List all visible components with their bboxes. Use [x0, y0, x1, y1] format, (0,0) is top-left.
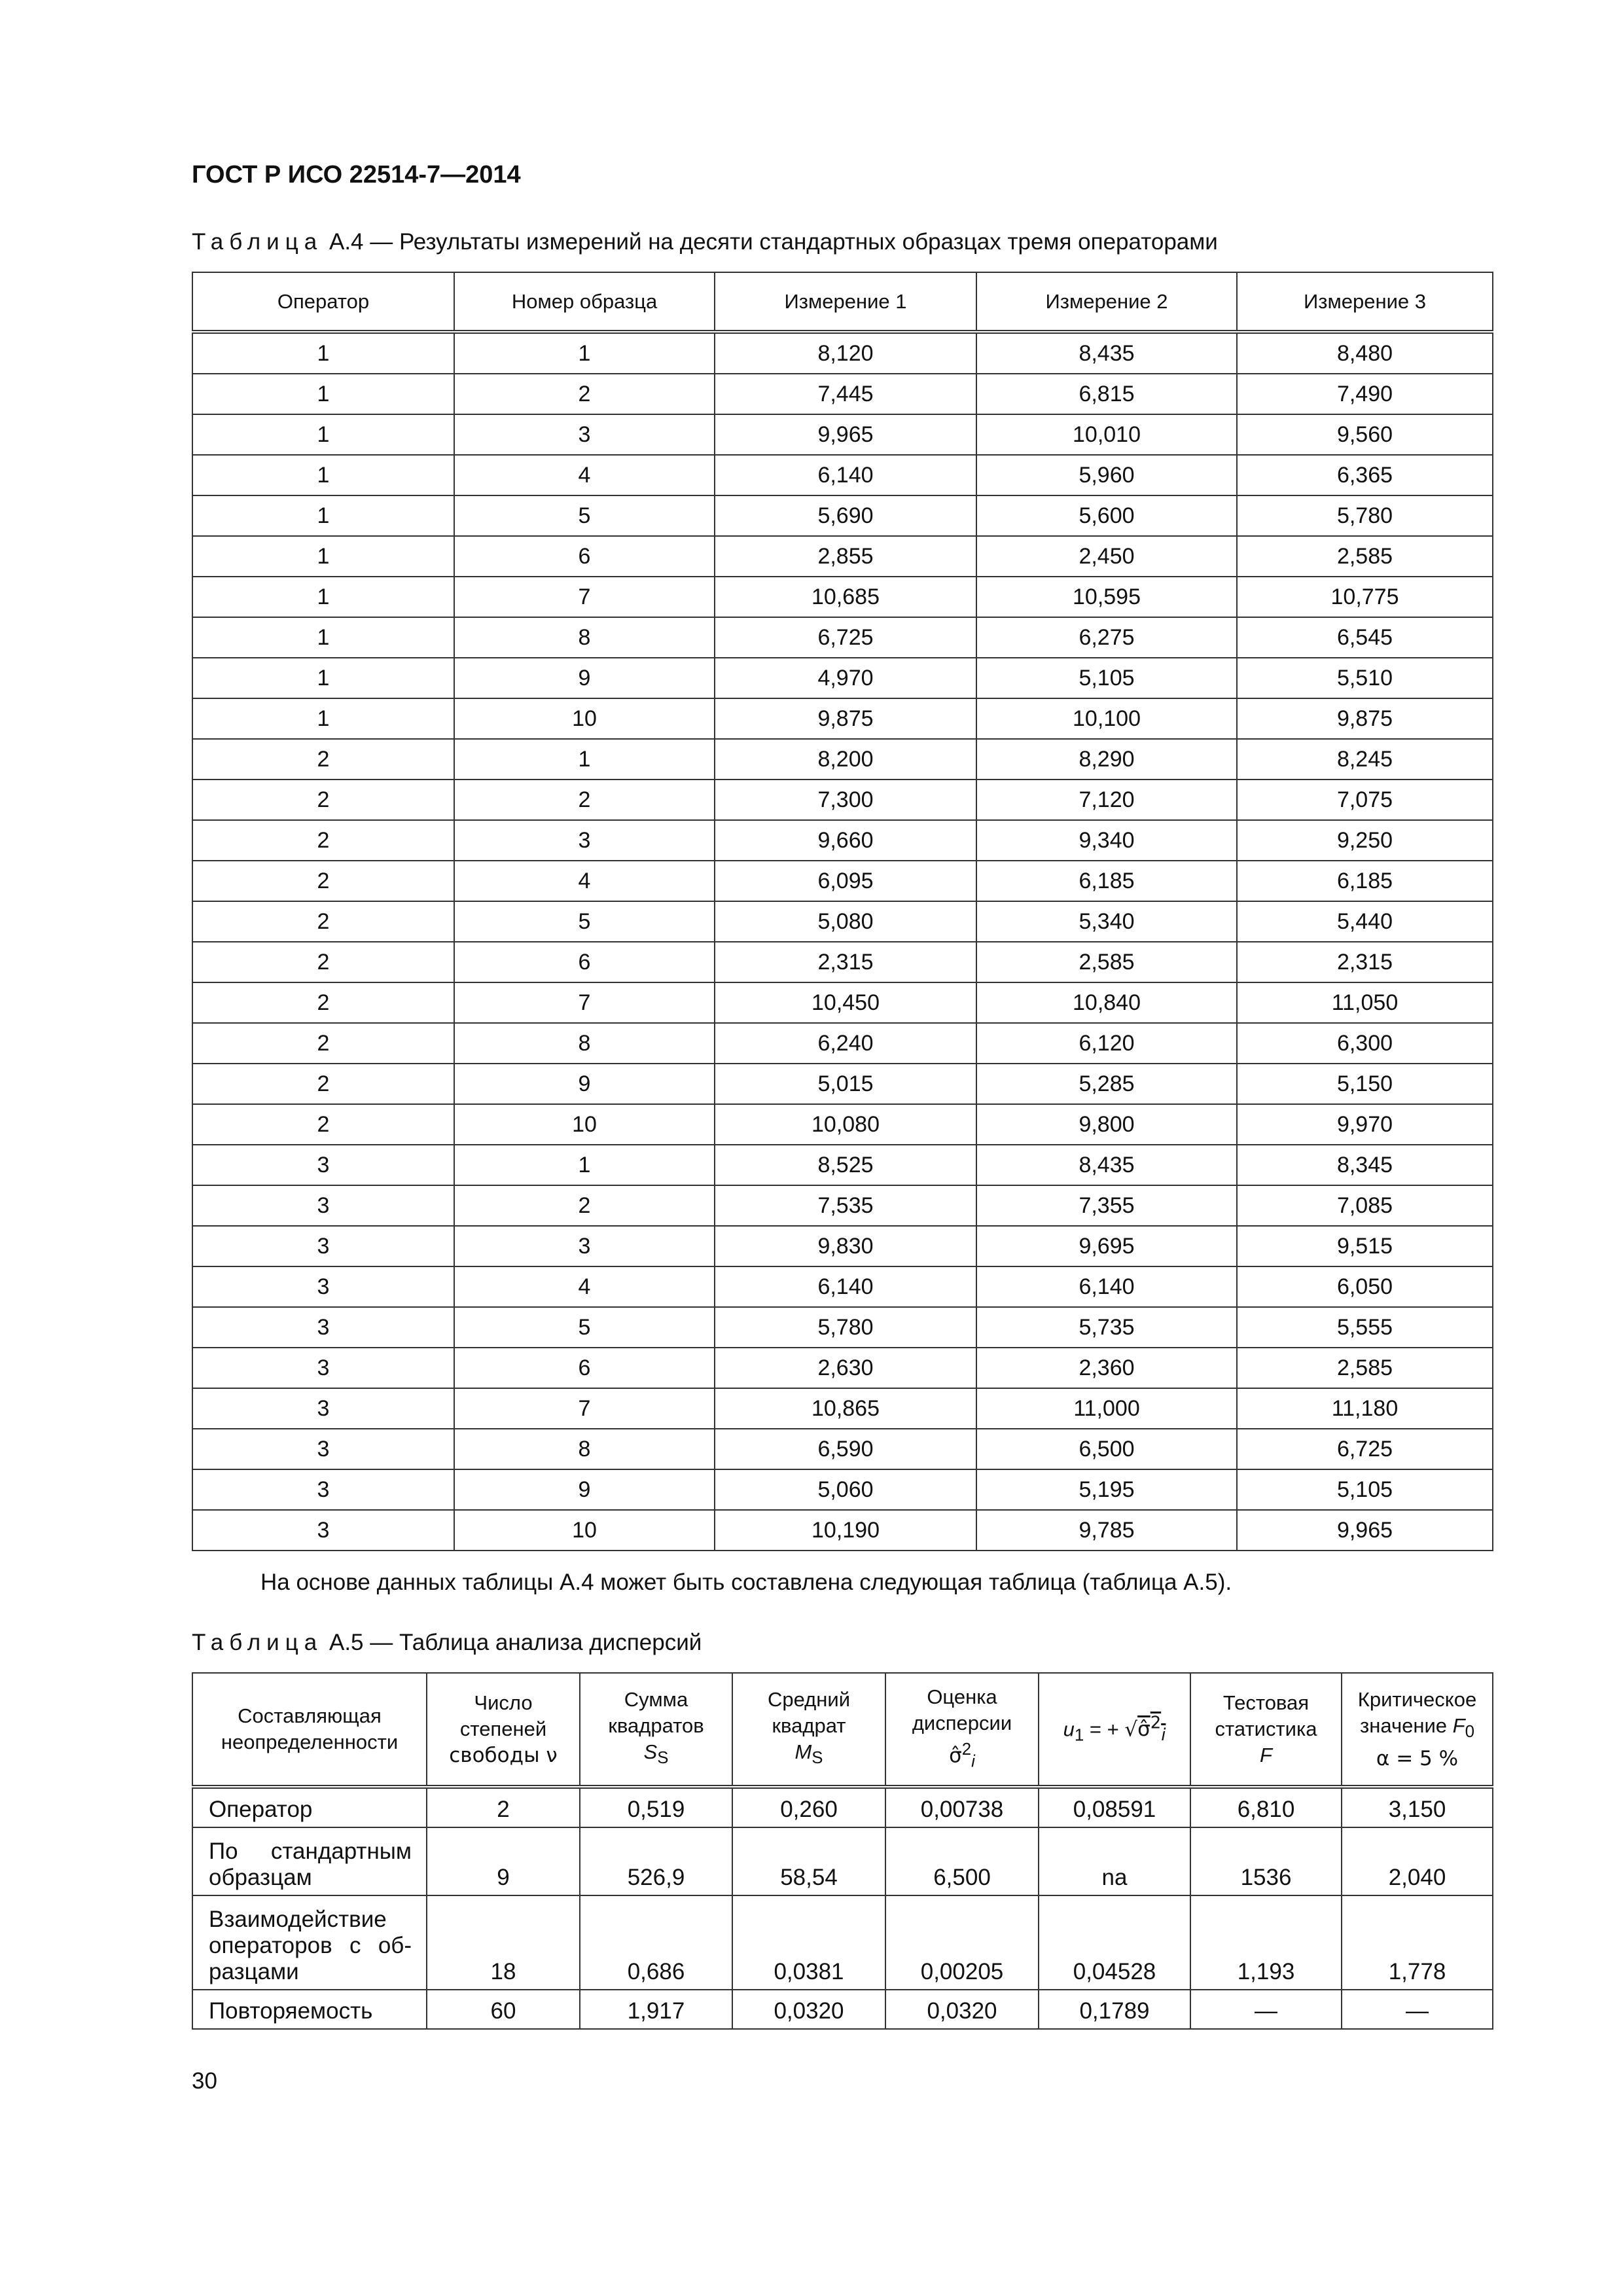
body-paragraph: На основе данных таблицы А.4 может быть составлена следующая таблица (таблица А.5). — [260, 1570, 1232, 1595]
table-cell: 1 — [192, 414, 454, 455]
table-cell: 7,120 — [976, 780, 1237, 820]
table-row — [192, 1307, 1493, 1348]
table-cell: 3 — [454, 1226, 715, 1266]
table-cell: 60 — [427, 1990, 580, 2029]
table-row — [192, 942, 1493, 982]
table-cell: 1 — [454, 332, 715, 374]
table-cell: 8,290 — [976, 739, 1237, 780]
table-cell: 0,08591 — [1039, 1787, 1190, 1827]
table-cell: 6,725 — [1237, 1429, 1493, 1469]
table-cell: 0,00205 — [885, 1895, 1039, 1990]
table-cell: 1 — [192, 374, 454, 414]
column-header: Измерение 2 — [976, 272, 1237, 332]
table-cell: 7,085 — [1237, 1185, 1493, 1226]
table-cell: 10,010 — [976, 414, 1237, 455]
table-cell: 2 — [192, 1104, 454, 1145]
table-cell: 11,000 — [976, 1388, 1237, 1429]
table-cell: 1 — [192, 332, 454, 374]
document-code: ГОСТ Р ИСО 22514-7—2014 — [192, 161, 521, 188]
table-row — [192, 1469, 1493, 1510]
table-cell: 0,0381 — [732, 1895, 885, 1990]
column-header-component: Составляющая неопределенности — [192, 1673, 427, 1787]
table-cell: 6,300 — [1237, 1023, 1493, 1064]
table-cell: 2,315 — [715, 942, 976, 982]
table-cell: 9 — [427, 1827, 580, 1895]
table-cell: 3 — [192, 1307, 454, 1348]
table-cell: 5 — [454, 495, 715, 536]
table-cell: 5,780 — [1237, 495, 1493, 536]
row-label: Повторяемость — [192, 1990, 427, 2029]
table-cell: 9,875 — [715, 698, 976, 739]
table-row — [192, 982, 1493, 1023]
table-cell: 1 — [192, 617, 454, 658]
table-header-row — [192, 1673, 1493, 1787]
table-row — [192, 739, 1493, 780]
table-cell: 3 — [192, 1266, 454, 1307]
table-cell: 5,780 — [715, 1307, 976, 1348]
table-a4-caption — [192, 229, 1218, 255]
table-cell: 9,965 — [1237, 1510, 1493, 1551]
table-cell: 9,875 — [1237, 698, 1493, 739]
table-cell: 10 — [454, 1104, 715, 1145]
square-root-icon: √ — [1124, 1717, 1138, 1742]
table-cell: 2,585 — [1237, 536, 1493, 577]
table-cell: 6,810 — [1190, 1787, 1342, 1827]
table-cell: 6,140 — [715, 455, 976, 495]
table-cell: 9 — [454, 658, 715, 698]
table-row — [192, 1064, 1493, 1104]
table-row — [192, 536, 1493, 577]
table-cell: 5,105 — [1237, 1469, 1493, 1510]
table-cell: 1 — [192, 495, 454, 536]
table-row — [192, 374, 1493, 414]
table-cell: 6,500 — [885, 1827, 1039, 1895]
table-cell: 6 — [454, 536, 715, 577]
table-cell: 9 — [454, 1469, 715, 1510]
table-cell: — — [1190, 1990, 1342, 2029]
table-cell: 8,200 — [715, 739, 976, 780]
table-cell: 10 — [454, 1510, 715, 1551]
table-cell: 6,500 — [976, 1429, 1237, 1469]
table-cell: 6,140 — [976, 1266, 1237, 1307]
table-cell: 10,450 — [715, 982, 976, 1023]
table-cell: 9,695 — [976, 1226, 1237, 1266]
table-cell: 7 — [454, 982, 715, 1023]
table-cell: 1,778 — [1342, 1895, 1493, 1990]
table-cell: 5,150 — [1237, 1064, 1493, 1104]
table-cell: 10,685 — [715, 577, 976, 617]
caption-word: Таблица — [192, 229, 323, 255]
table-a5-caption — [192, 1630, 702, 1656]
table-cell: 5,195 — [976, 1469, 1237, 1510]
table-cell: 9,250 — [1237, 820, 1493, 861]
page-number: 30 — [192, 2068, 217, 2094]
column-header: Оператор — [192, 272, 454, 332]
table-cell: 10 — [454, 698, 715, 739]
table-row — [192, 1348, 1493, 1388]
row-label: Взаимодействие операторов с об-разцами — [192, 1895, 427, 1990]
table-cell: 1536 — [1190, 1827, 1342, 1895]
table-cell: 10,775 — [1237, 577, 1493, 617]
table-cell: 1 — [192, 658, 454, 698]
column-header-mean-square: Средний квадрат $M_S$ — [732, 1673, 885, 1787]
column-header-variance-estimate: Оценка дисперсии σ̂$^2_i$ — [885, 1673, 1039, 1787]
table-cell: 7 — [454, 577, 715, 617]
table-row — [192, 1226, 1493, 1266]
caption-text: А.4 — Результаты измерений на десяти стандартных образцах тремя операторами — [329, 229, 1218, 255]
table-cell: 3 — [192, 1145, 454, 1185]
table-cell: 5,555 — [1237, 1307, 1493, 1348]
table-cell: 8,480 — [1237, 332, 1493, 374]
row-label: По стандартным образцам — [192, 1827, 427, 1895]
table-cell: 6,120 — [976, 1023, 1237, 1064]
table-cell: 526,9 — [580, 1827, 732, 1895]
table-cell: 0,260 — [732, 1787, 885, 1827]
table-cell: 7 — [454, 1388, 715, 1429]
column-header: Измерение 3 — [1237, 272, 1493, 332]
table-cell: na — [1039, 1827, 1190, 1895]
table-row — [192, 577, 1493, 617]
table-row — [192, 1510, 1493, 1551]
table-cell: 1 — [192, 536, 454, 577]
table-cell: 3 — [192, 1469, 454, 1510]
table-cell: 10,840 — [976, 982, 1237, 1023]
table-cell: 1 — [192, 577, 454, 617]
table-row — [192, 1145, 1493, 1185]
table-cell: 0,519 — [580, 1787, 732, 1827]
table-row — [192, 1023, 1493, 1064]
table-cell: 2 — [192, 780, 454, 820]
table-a4-body — [192, 332, 1493, 1551]
table-cell: 4 — [454, 455, 715, 495]
table-cell: 2,360 — [976, 1348, 1237, 1388]
table-cell: 6,545 — [1237, 617, 1493, 658]
column-header: Номер образца — [454, 272, 715, 332]
column-header-degrees-of-freedom: Число степеней свободы ν — [427, 1673, 580, 1787]
table-cell: 2 — [427, 1787, 580, 1827]
table-cell: 6,185 — [976, 861, 1237, 901]
table-cell: 2,450 — [976, 536, 1237, 577]
table-cell: 5,080 — [715, 901, 976, 942]
table-cell: 6 — [454, 942, 715, 982]
table-cell: 8,435 — [976, 332, 1237, 374]
table-cell: 7,300 — [715, 780, 976, 820]
table-cell: 6,815 — [976, 374, 1237, 414]
table-cell: 5 — [454, 901, 715, 942]
table-row — [192, 1827, 1493, 1895]
table-cell: 2 — [192, 739, 454, 780]
table-cell: 0,0320 — [885, 1990, 1039, 2029]
table-cell: 1 — [192, 698, 454, 739]
table-row — [192, 861, 1493, 901]
table-cell: 5,960 — [976, 455, 1237, 495]
table-cell: 2 — [192, 982, 454, 1023]
table-cell: 7,075 — [1237, 780, 1493, 820]
table-row — [192, 495, 1493, 536]
table-cell: 5,015 — [715, 1064, 976, 1104]
table-cell: 8,245 — [1237, 739, 1493, 780]
table-cell: 6,275 — [976, 617, 1237, 658]
column-header-test-statistic: Тестовая статистика F — [1190, 1673, 1342, 1787]
table-row — [192, 332, 1493, 374]
table-cell: 2,585 — [976, 942, 1237, 982]
table-cell: 10,100 — [976, 698, 1237, 739]
table-cell: 1,193 — [1190, 1895, 1342, 1990]
table-cell: 5,340 — [976, 901, 1237, 942]
table-row — [192, 414, 1493, 455]
row-label: Оператор — [192, 1787, 427, 1827]
table-row — [192, 617, 1493, 658]
table-cell: 5 — [454, 1307, 715, 1348]
table-cell: 2 — [454, 374, 715, 414]
table-cell: 0,04528 — [1039, 1895, 1190, 1990]
caption-word: Таблица — [192, 1630, 323, 1655]
table-row — [192, 1185, 1493, 1226]
table-cell: 4,970 — [715, 658, 976, 698]
table-a5 — [192, 1672, 1493, 2030]
table-cell: 9,830 — [715, 1226, 976, 1266]
table-cell: 3 — [454, 820, 715, 861]
column-header-critical-value: Критическое значение $F_0$ α = 5 % — [1342, 1673, 1493, 1787]
table-cell: 6 — [454, 1348, 715, 1388]
table-cell: 2,315 — [1237, 942, 1493, 982]
table-row — [192, 1388, 1493, 1429]
table-cell: 2,855 — [715, 536, 976, 577]
table-row — [192, 780, 1493, 820]
table-cell: 9,800 — [976, 1104, 1237, 1145]
table-cell: 9,660 — [715, 820, 976, 861]
table-cell: 8,120 — [715, 332, 976, 374]
table-cell: 2,040 — [1342, 1827, 1493, 1895]
table-cell: 8,345 — [1237, 1145, 1493, 1185]
table-cell: 9,965 — [715, 414, 976, 455]
table-cell: 6,725 — [715, 617, 976, 658]
table-cell: 5,510 — [1237, 658, 1493, 698]
table-cell: 9,340 — [976, 820, 1237, 861]
table-cell: 5,105 — [976, 658, 1237, 698]
table-row — [192, 658, 1493, 698]
table-row — [192, 901, 1493, 942]
table-row — [192, 820, 1493, 861]
table-header-row — [192, 272, 1493, 332]
table-cell: 58,54 — [732, 1827, 885, 1895]
table-row — [192, 1895, 1493, 1990]
table-cell: 18 — [427, 1895, 580, 1990]
table-cell: 10,865 — [715, 1388, 976, 1429]
table-cell: 3 — [192, 1348, 454, 1388]
table-cell: 3 — [192, 1510, 454, 1551]
table-row — [192, 1787, 1493, 1827]
table-cell: 5,600 — [976, 495, 1237, 536]
table-cell: 10,595 — [976, 577, 1237, 617]
table-row — [192, 1429, 1493, 1469]
table-row — [192, 455, 1493, 495]
table-cell: 6,590 — [715, 1429, 976, 1469]
table-cell: 2 — [192, 942, 454, 982]
table-cell: 1 — [454, 739, 715, 780]
table-cell: 2 — [454, 780, 715, 820]
table-cell: 4 — [454, 1266, 715, 1307]
table-a5-body — [192, 1787, 1493, 2029]
table-row — [192, 1990, 1493, 2029]
table-cell: 6,140 — [715, 1266, 976, 1307]
table-row — [192, 1266, 1493, 1307]
table-cell: 9 — [454, 1064, 715, 1104]
table-cell: 5,440 — [1237, 901, 1493, 942]
table-cell: 7,535 — [715, 1185, 976, 1226]
table-cell: 0,1789 — [1039, 1990, 1190, 2029]
table-cell: 6,365 — [1237, 455, 1493, 495]
table-cell: 8 — [454, 617, 715, 658]
table-cell: 5,285 — [976, 1064, 1237, 1104]
table-cell: 0,00738 — [885, 1787, 1039, 1827]
table-cell: 9,515 — [1237, 1226, 1493, 1266]
table-cell: 5,060 — [715, 1469, 976, 1510]
table-cell: 2,585 — [1237, 1348, 1493, 1388]
table-cell: 4 — [454, 861, 715, 901]
column-header: Измерение 1 — [715, 272, 976, 332]
table-cell: 10,190 — [715, 1510, 976, 1551]
table-cell: 0,686 — [580, 1895, 732, 1990]
table-cell: 5,735 — [976, 1307, 1237, 1348]
table-cell: 3 — [454, 414, 715, 455]
column-header-sum-of-squares: Сумма квадратов $S_S$ — [580, 1673, 732, 1787]
table-cell: 2 — [192, 1023, 454, 1064]
column-header-uncertainty: $u_1$ = + √σ̂$^2_i$ — [1039, 1673, 1190, 1787]
table-cell: 2 — [192, 861, 454, 901]
table-cell: 2 — [192, 820, 454, 861]
table-cell: 6,050 — [1237, 1266, 1493, 1307]
table-cell: 2,630 — [715, 1348, 976, 1388]
table-row — [192, 698, 1493, 739]
table-cell: 2 — [192, 1064, 454, 1104]
table-cell: 8,525 — [715, 1145, 976, 1185]
table-row — [192, 1104, 1493, 1145]
table-cell: 8 — [454, 1023, 715, 1064]
table-cell: 3 — [192, 1185, 454, 1226]
table-a4 — [192, 272, 1493, 1551]
caption-text: А.5 — Таблица анализа дисперсий — [329, 1630, 702, 1655]
table-cell: 3 — [192, 1429, 454, 1469]
table-cell: 1 — [192, 455, 454, 495]
table-cell: 7,490 — [1237, 374, 1493, 414]
table-cell: 3 — [192, 1226, 454, 1266]
table-cell: — — [1342, 1990, 1493, 2029]
table-cell: 1 — [454, 1145, 715, 1185]
table-cell: 1,917 — [580, 1990, 732, 2029]
table-cell: 0,0320 — [732, 1990, 885, 2029]
table-cell: 3 — [192, 1388, 454, 1429]
table-cell: 6,095 — [715, 861, 976, 901]
table-cell: 11,180 — [1237, 1388, 1493, 1429]
table-cell: 6,185 — [1237, 861, 1493, 901]
table-cell: 2 — [454, 1185, 715, 1226]
table-cell: 9,560 — [1237, 414, 1493, 455]
table-cell: 5,690 — [715, 495, 976, 536]
table-cell: 7,445 — [715, 374, 976, 414]
table-cell: 2 — [192, 901, 454, 942]
table-cell: 6,240 — [715, 1023, 976, 1064]
table-cell: 8,435 — [976, 1145, 1237, 1185]
table-cell: 11,050 — [1237, 982, 1493, 1023]
table-cell: 8 — [454, 1429, 715, 1469]
table-cell: 9,970 — [1237, 1104, 1493, 1145]
table-cell: 7,355 — [976, 1185, 1237, 1226]
table-cell: 10,080 — [715, 1104, 976, 1145]
table-cell: 3,150 — [1342, 1787, 1493, 1827]
table-cell: 9,785 — [976, 1510, 1237, 1551]
